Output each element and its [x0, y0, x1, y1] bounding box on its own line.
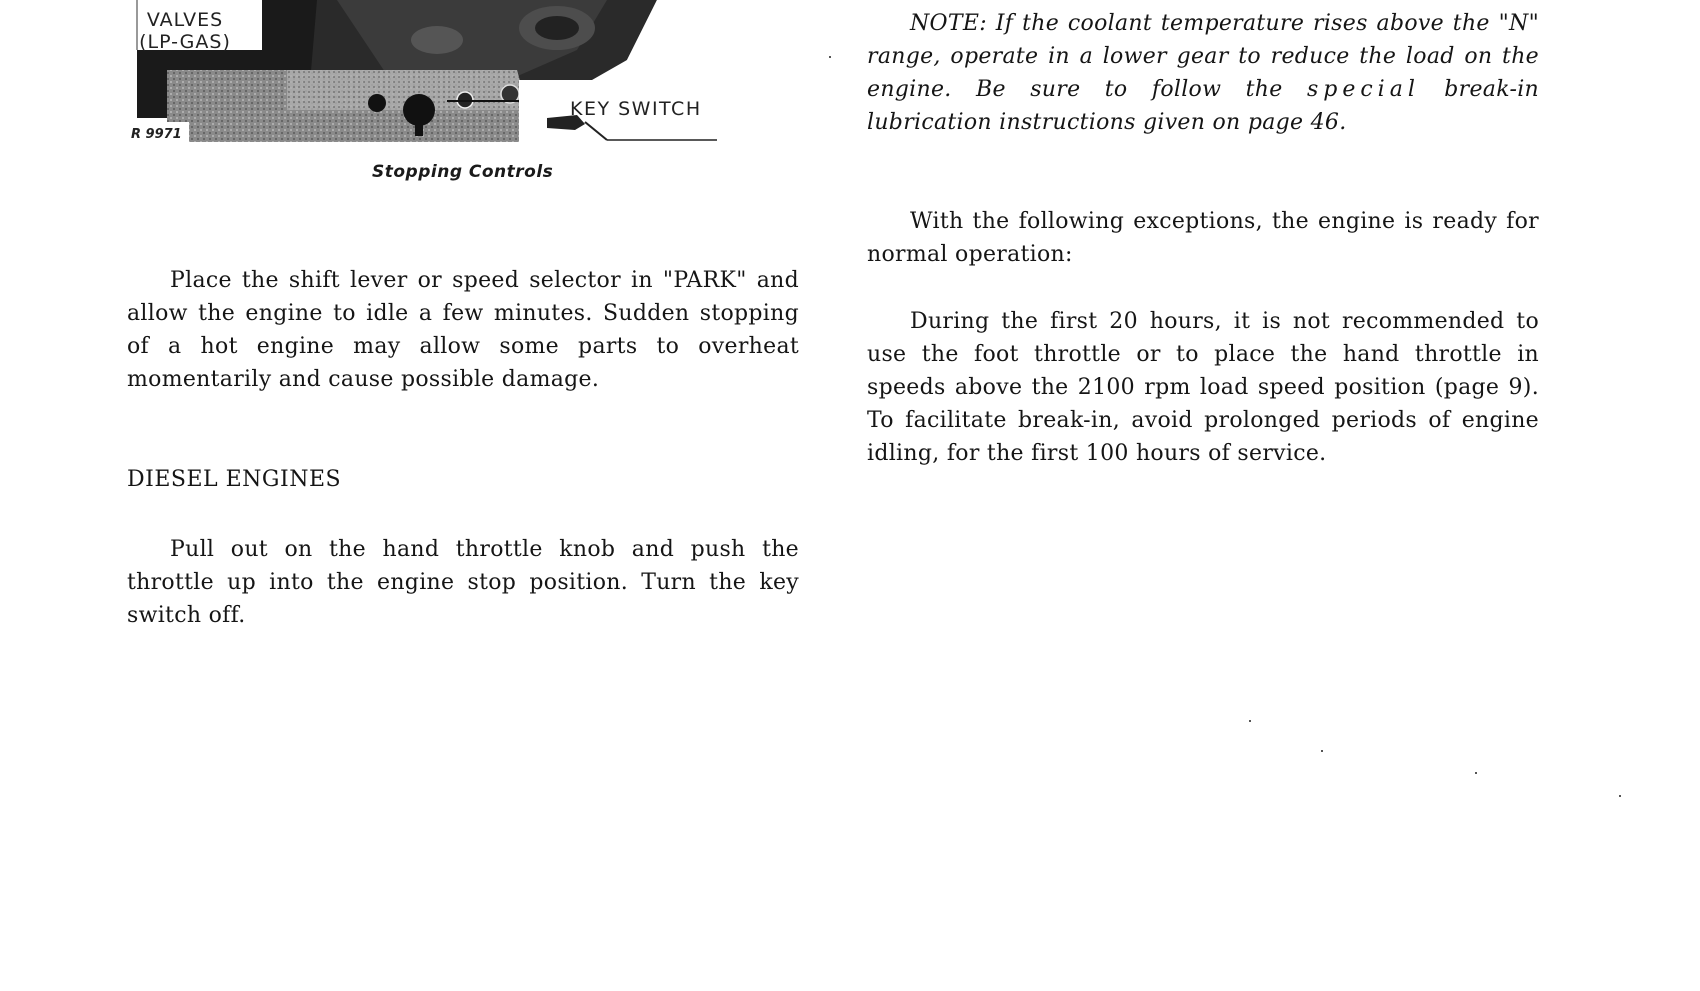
- scan-speck: [1619, 795, 1621, 797]
- note-special-word: special: [1306, 77, 1420, 102]
- stopping-controls-photo: [131, 0, 777, 146]
- diesel-paragraph: Pull out on the hand throttle knob and push the throttle up into the engine stop position. Turn the key switch off.: [127, 537, 799, 628]
- coolant-note: [867, 7, 1539, 139]
- park-paragraph: Place the shift lever or speed selector in "PARK" and allow the engine to idle a few minutes. Sudden stopping of a hot engine may allow some parts to overheat momentarily and cause possible damage.: [127, 268, 799, 392]
- key-switch-label: KEY SWITCH: [570, 98, 702, 120]
- first-hours-paragraph: During the first 20 hours, it is not recommended to use the foot throttle or to place the hand throttle in speeds above the 2100 rpm load speed position (page 9). To facilitate break-in, avoid prolonged periods of engine idling, for the first 100 hours of service.: [867, 309, 1539, 466]
- scan-speck: [1475, 772, 1477, 774]
- scan-speck: [1321, 750, 1323, 752]
- valves-label-line2: (LP-GAS): [139, 31, 231, 53]
- valves-label-line1: VALVES: [146, 9, 224, 31]
- scan-speck: [1249, 720, 1251, 722]
- note-text-part2: break-in lubrication instructions given on page 46.: [867, 77, 1540, 135]
- diesel-engines-heading: DIESEL ENGINES: [127, 467, 342, 492]
- figure-caption: Stopping Controls: [372, 162, 554, 182]
- note-text-part1: NOTE: If the coolant temperature rises above the "N" range, operate in a lower gear to reduce the load on the engine. Be sure to follow the: [867, 11, 1539, 102]
- figure-number: R 9971: [131, 127, 182, 142]
- scan-speck: [829, 56, 831, 58]
- exceptions-paragraph: With the following exceptions, the engine is ready for normal operation:: [867, 209, 1539, 267]
